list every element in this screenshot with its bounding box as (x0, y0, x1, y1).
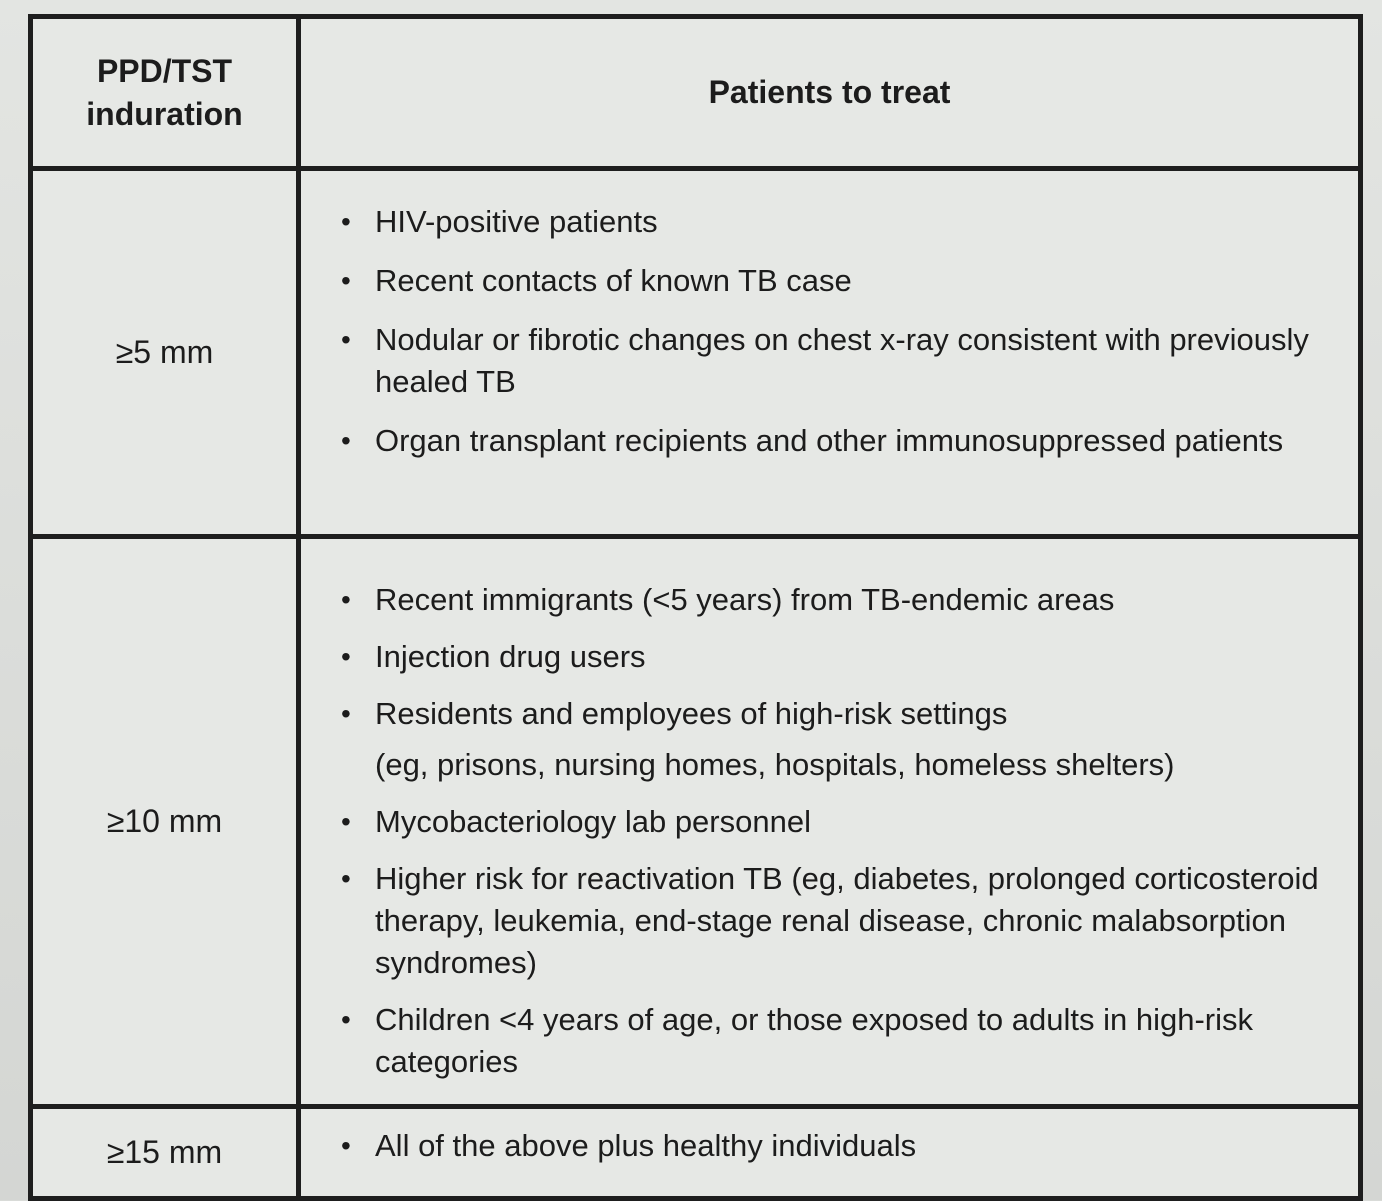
patients-cell (299, 1107, 1361, 1199)
list-item: • Nodular or fibrotic changes on chest x-ray consistent with previously healed TB (341, 319, 1338, 403)
induration-cell: ≥5 mm (31, 169, 299, 537)
patient-list (301, 539, 1358, 1083)
list-item-continuation: (eg, prisons, nursing homes, hospitals, homeless shelters) (375, 747, 1175, 782)
list-item: • Recent contacts of known TB case (341, 260, 1338, 302)
list-item: • Residents and employees of high-risk settings (341, 693, 1338, 735)
induration-cell: ≥10 mm (31, 537, 299, 1107)
patient-list (301, 1109, 1358, 1167)
header-induration (31, 17, 299, 169)
list-item: • Higher risk for reactivation TB (eg, diabetes, prolonged corticosteroid therapy, leukemia, end-stage renal disease, chronic malabsorption syndromes) (341, 858, 1338, 984)
list-item: • Children <4 years of age, or those exposed to adults in high-risk categories (341, 999, 1338, 1083)
header-patients-to-treat: Patients to treat (299, 17, 1361, 169)
list-item: • Mycobacteriology lab personnel (341, 801, 1338, 843)
table-row (31, 1107, 1361, 1199)
patients-cell (299, 537, 1361, 1107)
header-row (31, 17, 1361, 169)
table-row (31, 537, 1361, 1107)
list-item: • Organ transplant recipients and other immunosuppressed patients (341, 420, 1338, 462)
list-item: • Injection drug users (341, 636, 1338, 678)
header-induration-line2: induration (86, 95, 243, 132)
table-row (31, 169, 1361, 537)
patient-list (301, 171, 1358, 462)
tb-treatment-table (28, 14, 1363, 1201)
induration-cell: ≥15 mm (31, 1107, 299, 1199)
list-item: • All of the above plus healthy individuals (341, 1125, 1338, 1167)
patients-cell (299, 169, 1361, 537)
list-item: • HIV-positive patients (341, 201, 1338, 243)
header-induration-line1: PPD/TST (96, 52, 233, 89)
list-item: • Recent immigrants (<5 years) from TB-endemic areas (341, 579, 1338, 621)
